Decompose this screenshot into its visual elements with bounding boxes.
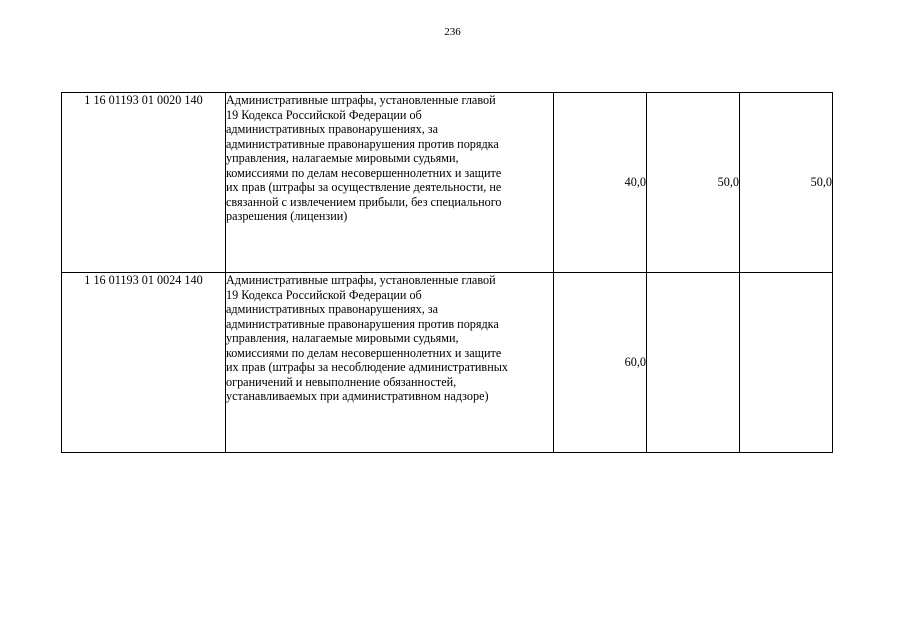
table-row <box>62 273 833 453</box>
description-cell <box>226 273 554 453</box>
amount-cell-year-1: 60,0 <box>554 273 647 453</box>
description-line: управления, налагаемые мировыми судьями, <box>226 151 459 165</box>
description-line: устанавливаемых при административном надзоре) <box>226 389 489 403</box>
amount-cell-year-3 <box>740 273 833 453</box>
description-line: связанной с извлечением прибыли, без специального <box>226 194 502 209</box>
description-line: управления, налагаемые мировыми судьями, <box>226 331 459 345</box>
description-line: разрешения (лицензии) <box>226 209 348 223</box>
table-row <box>62 93 833 273</box>
description-line: их прав (штрафы за осуществление деятельности, не <box>226 180 502 194</box>
description-line: ограничений и невыполнение обязанностей, <box>226 374 457 389</box>
amount-cell-year-2 <box>647 273 740 453</box>
revenue-table <box>61 92 833 453</box>
description-line: 19 Кодекса Российской Федерации об <box>226 287 422 302</box>
description-line: их прав (штрафы за несоблюдение административных <box>226 360 508 374</box>
description-line: административных правонарушениях, за <box>226 122 439 136</box>
description-line: комиссиями по делам несовершеннолетних и защите <box>226 345 502 360</box>
description-line: Административные штрафы, установленные главой <box>226 93 496 107</box>
description-line: административных правонарушениях, за <box>226 302 439 316</box>
description-line: Административные штрафы, установленные главой <box>226 273 496 287</box>
description-line: 19 Кодекса Российской Федерации об <box>226 107 422 122</box>
amount-cell-year-2: 50,0 <box>647 93 740 273</box>
description-line: административные правонарушения против порядка <box>226 316 499 331</box>
budget-code-cell: 1 16 01193 01 0024 140 <box>62 273 226 453</box>
description-line: комиссиями по делам несовершеннолетних и защите <box>226 165 502 180</box>
amount-cell-year-1: 40,0 <box>554 93 647 273</box>
description-cell <box>226 93 554 273</box>
budget-code-cell: 1 16 01193 01 0020 140 <box>62 93 226 273</box>
page-number: 236 <box>444 26 461 38</box>
amount-cell-year-3: 50,0 <box>740 93 833 273</box>
description-line: административные правонарушения против порядка <box>226 136 499 151</box>
